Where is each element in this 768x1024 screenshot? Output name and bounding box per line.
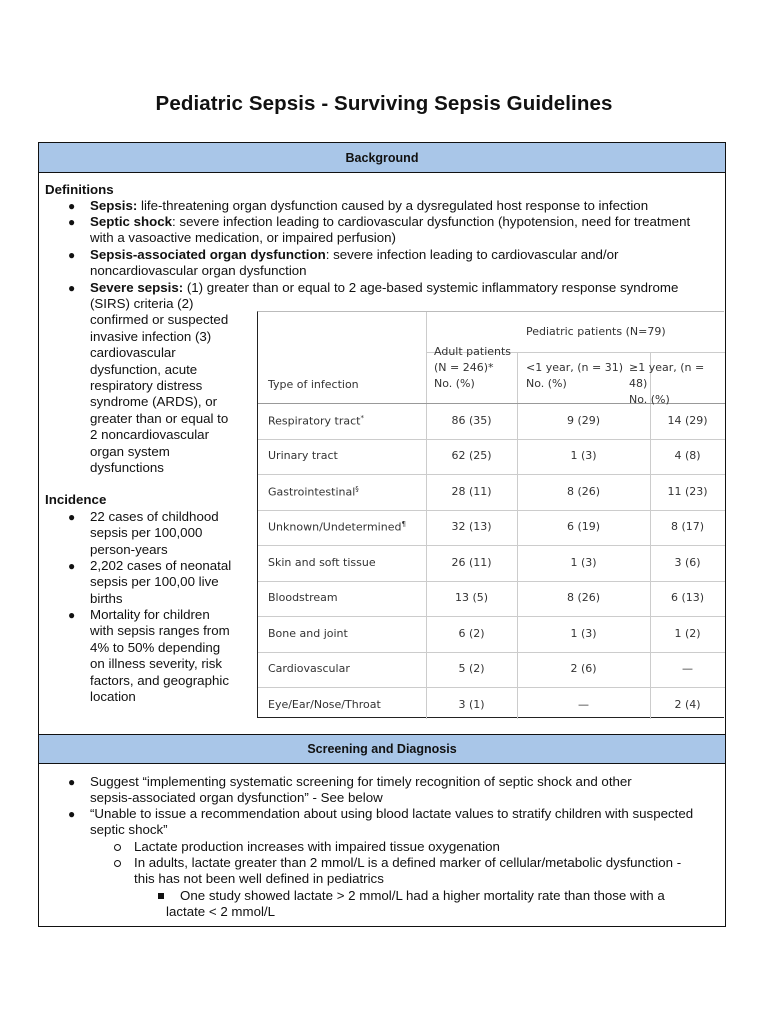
page-title: Pediatric Sepsis - Surviving Sepsis Guidelines (155, 92, 613, 115)
ge1-cell: — (682, 662, 693, 675)
bullet-icon: ● (68, 510, 76, 524)
screening-bullet-2 (90, 806, 693, 839)
ge1-cell: 1 (2) (674, 627, 701, 640)
ge1-cell: 8 (17) (670, 520, 705, 533)
text-line: “Unable to issue a recommendation about using blood lactate values to stratify children with suspected (90, 806, 694, 821)
adult-cell: 26 (11) (451, 556, 492, 569)
row-divider (258, 581, 725, 582)
col-header-lt1 (526, 360, 623, 392)
text-line: 22 cases of childhood (90, 509, 219, 524)
screening-bullet-1 (90, 774, 632, 807)
square-bullet-icon (158, 893, 164, 899)
bullet-icon: ● (68, 215, 76, 229)
row-divider (258, 545, 725, 546)
col-header-adult (434, 344, 511, 392)
text-line: septic shock” (90, 822, 168, 838)
def-sepsis (90, 198, 648, 214)
infection-type-cell (268, 662, 350, 675)
ge1-cell: 3 (6) (674, 556, 701, 569)
lt1-cell: 1 (3) (570, 627, 597, 640)
def-septic-shock (90, 214, 690, 230)
text-line: organ system (90, 443, 170, 459)
infection-type-table (257, 311, 724, 718)
lt1-cell: 8 (26) (566, 485, 601, 498)
infection-type-cell (268, 485, 359, 499)
adult-cell: 28 (11) (451, 485, 492, 498)
adult-cell: 86 (35) (451, 414, 492, 427)
def-saod-text: : severe infection leading to cardiovascular and/or (325, 247, 619, 262)
footnote-mark: § (355, 485, 359, 493)
row-divider (258, 474, 725, 475)
def-septic-shock-term: Septic shock (90, 214, 173, 229)
incidence-item (90, 509, 219, 558)
footnote-mark: ¶ (401, 520, 406, 528)
bullet-icon: ● (68, 775, 76, 789)
row-divider (258, 687, 725, 688)
infection-type-label: Cardiovascular (268, 662, 350, 675)
col-header-type: Type of infection (268, 378, 359, 391)
text-line: factors, and geographic (90, 672, 229, 688)
infection-type-cell (268, 556, 376, 569)
text-line: on illness severity, risk (90, 656, 223, 672)
bullet-icon: ● (68, 248, 76, 262)
text-line: respiratory distress (90, 378, 203, 394)
screening-sub-2 (134, 855, 681, 888)
row-divider (258, 652, 725, 653)
infection-type-label: Bloodstream (268, 591, 338, 604)
def-severe-text: (1) greater than or equal to 2 age-based systemic inflammatory response syndrome (183, 280, 679, 295)
bullet-icon: ● (68, 199, 76, 213)
footnote-mark: * (360, 414, 364, 422)
adult-cell: 3 (1) (458, 698, 485, 711)
lt1-cell: — (578, 698, 589, 711)
infection-type-label: Bone and joint (268, 627, 348, 640)
text-line: Adult patients (434, 345, 512, 358)
text-line: sepsis per 100,00 live (90, 574, 219, 590)
table-divider (426, 312, 427, 719)
def-severe-sepsis (90, 280, 678, 296)
text-line: No. (%) (434, 377, 475, 390)
text-line: dysfunction, acute (90, 361, 198, 377)
screening-subsub-1: One study showed lactate > 2 mmol/L had a higher mortality rate than those with a (180, 888, 665, 903)
lt1-cell: 9 (29) (566, 414, 601, 427)
def-septic-shock-cont: with a vasoactive medication, or impaired perfusion) (90, 230, 396, 245)
infection-type-label: Skin and soft tissue (268, 556, 376, 569)
adult-cell: 13 (5) (454, 591, 489, 604)
hollow-bullet-icon (114, 860, 121, 867)
def-saod (90, 247, 618, 263)
infection-type-cell (268, 520, 406, 534)
screening-subsub-1-cont: lactate < 2 mmol/L (166, 904, 276, 919)
lt1-cell: 1 (3) (570, 556, 597, 569)
text-line: births (90, 590, 123, 606)
text-line: cardiovascular (90, 345, 176, 361)
bullet-icon: ● (68, 807, 76, 821)
lt1-cell: 1 (3) (570, 449, 597, 462)
row-divider (258, 616, 725, 617)
text-line: invasive infection (3) (90, 328, 212, 344)
col-header-ge1 (629, 360, 724, 408)
ge1-cell: 4 (8) (674, 449, 701, 462)
infection-type-label: Urinary tract (268, 449, 338, 462)
bullet-icon: ● (68, 608, 76, 622)
guideline-frame (38, 142, 726, 927)
text-line: confirmed or suspected (90, 312, 229, 328)
def-severe-term: Severe sepsis: (90, 280, 184, 295)
text-line: location (90, 689, 136, 705)
text-line: greater than or equal to (90, 410, 229, 426)
ge1-cell: 2 (4) (674, 698, 701, 711)
ge1-cell: 11 (23) (667, 485, 708, 498)
ge1-cell: 6 (13) (670, 591, 705, 604)
definitions-heading: Definitions (45, 182, 114, 197)
infection-type-label: Unknown/Undetermined (268, 520, 402, 534)
infection-type-cell (268, 698, 381, 711)
infection-type-cell (268, 449, 338, 462)
incidence-heading: Incidence (45, 492, 107, 507)
screening-sub-1: Lactate production increases with impaired tissue oxygenation (134, 839, 500, 854)
row-divider (258, 510, 725, 511)
incidence-item (90, 607, 230, 705)
text-line: 2,202 cases of neonatal (90, 558, 232, 573)
text-line: with sepsis ranges from (90, 623, 230, 639)
bullet-icon: ● (68, 559, 76, 573)
lt1-cell: 2 (6) (570, 662, 597, 675)
text-line: this has not been well defined in pediatrics (134, 871, 384, 887)
text-line: Mortality for children (90, 607, 210, 622)
infection-type-label: Respiratory tract (268, 414, 361, 428)
def-sepsis-text: life-threatening organ dysfunction caused by a dysregulated host response to infection (137, 198, 649, 213)
adult-cell: 32 (13) (451, 520, 492, 533)
infection-type-label: Gastrointestinal (268, 485, 356, 499)
col-header-pediatric: Pediatric patients (N=79) (526, 325, 666, 338)
def-severe-cont (90, 296, 228, 476)
infection-type-cell (268, 591, 338, 604)
infection-type-label: Eye/Ear/Nose/Throat (268, 698, 381, 711)
lt1-cell: 6 (19) (566, 520, 601, 533)
adult-cell: 62 (25) (451, 449, 492, 462)
def-septic-shock-text: : severe infection leading to cardiovascular dysfunction (hypotension, need for treatment (172, 214, 691, 229)
ge1-cell: 14 (29) (667, 414, 708, 427)
screening-header: Screening and Diagnosis (39, 734, 725, 764)
infection-type-cell (268, 627, 348, 640)
text-line: sepsis-associated organ dysfunction” - See below (90, 790, 383, 806)
hollow-bullet-icon (114, 844, 121, 851)
text-line: (N = 246)* (434, 361, 494, 374)
text-line: ≥1 year, (n = 48) (629, 361, 705, 390)
lt1-cell: 8 (26) (566, 591, 601, 604)
text-line: (SIRS) criteria (2) (90, 296, 194, 311)
incidence-item (90, 558, 231, 607)
row-divider (258, 439, 725, 440)
def-sepsis-term: Sepsis: (90, 198, 138, 213)
text-line: Suggest “implementing systematic screening for timely recognition of septic shock and other (90, 774, 632, 789)
text-line: <1 year, (n = 31) (526, 361, 624, 374)
adult-cell: 6 (2) (458, 627, 485, 640)
text-line: syndrome (ARDS), or (90, 394, 218, 410)
text-line: dysfunctions (90, 460, 164, 476)
text-line: sepsis per 100,000 (90, 525, 203, 541)
bullet-icon: ● (68, 281, 76, 295)
infection-type-cell (268, 414, 364, 428)
adult-cell: 5 (2) (458, 662, 485, 675)
background-header: Background (39, 143, 725, 173)
text-line: 2 noncardiovascular (90, 427, 210, 443)
text-line: No. (%) (629, 393, 670, 406)
text-line: In adults, lactate greater than 2 mmol/L is a defined marker of cellular/metabolic dysfunction - (134, 855, 682, 870)
def-saod-term: Sepsis-associated organ dysfunction (90, 247, 326, 262)
text-line: No. (%) (526, 377, 567, 390)
text-line: person-years (90, 541, 168, 557)
def-saod-cont: noncardiovascular organ dysfunction (90, 263, 307, 278)
text-line: 4% to 50% depending (90, 639, 221, 655)
